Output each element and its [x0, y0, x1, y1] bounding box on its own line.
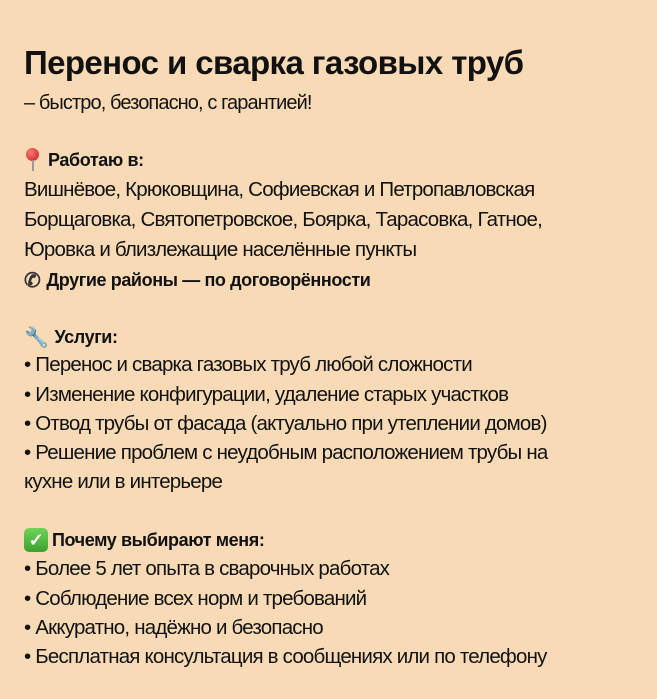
locations-heading	[24, 148, 144, 172]
why-item: • Аккуратно, надёжно и безопасно	[24, 616, 323, 640]
why-heading-label: Почему выбирают меня:	[52, 529, 265, 550]
locations-heading-label: Работаю в:	[48, 149, 144, 170]
check-mark-button-icon: ✓	[24, 528, 48, 552]
telephone-icon: ✆	[24, 270, 41, 292]
why-item: • Соблюдение всех норм и требований	[24, 587, 366, 611]
service-item: • Изменение конфигурации, удаление старых участков	[24, 383, 508, 407]
other-areas-label: Другие районы — по договорённости	[46, 270, 371, 290]
location-line: Юровка и близлежащие населённые пункты	[24, 238, 417, 261]
subtitle: – быстро, безопасно, с гарантией!	[24, 92, 312, 114]
why-heading	[24, 528, 264, 552]
wrench-icon: 🔧	[24, 327, 49, 349]
pushpin-icon	[24, 148, 40, 172]
location-line: Вишнёвое, Крюковщина, Софиевская и Петропавловская	[24, 178, 535, 201]
why-item: • Бесплатная консультация в сообщениях или по телефону	[24, 645, 547, 669]
why-item: • Более 5 лет опыта в сварочных работах	[24, 557, 389, 581]
service-item-continuation: кухне или в интерьере	[24, 470, 223, 493]
page-title: Перенос и сварка газовых труб	[24, 44, 524, 81]
service-item: • Перенос и сварка газовых труб любой сложности	[24, 353, 472, 377]
services-heading-label: Услуги:	[54, 327, 118, 347]
services-heading	[24, 325, 118, 350]
location-line: Борщаговка, Святопетровское, Боярка, Тарасовка, Гатное,	[24, 208, 542, 231]
service-item: • Отвод трубы от фасада (актуально при утеплении домов)	[24, 412, 547, 436]
service-item: • Решение проблем с неудобным расположением трубы на	[24, 441, 547, 465]
other-areas-note	[24, 268, 370, 293]
